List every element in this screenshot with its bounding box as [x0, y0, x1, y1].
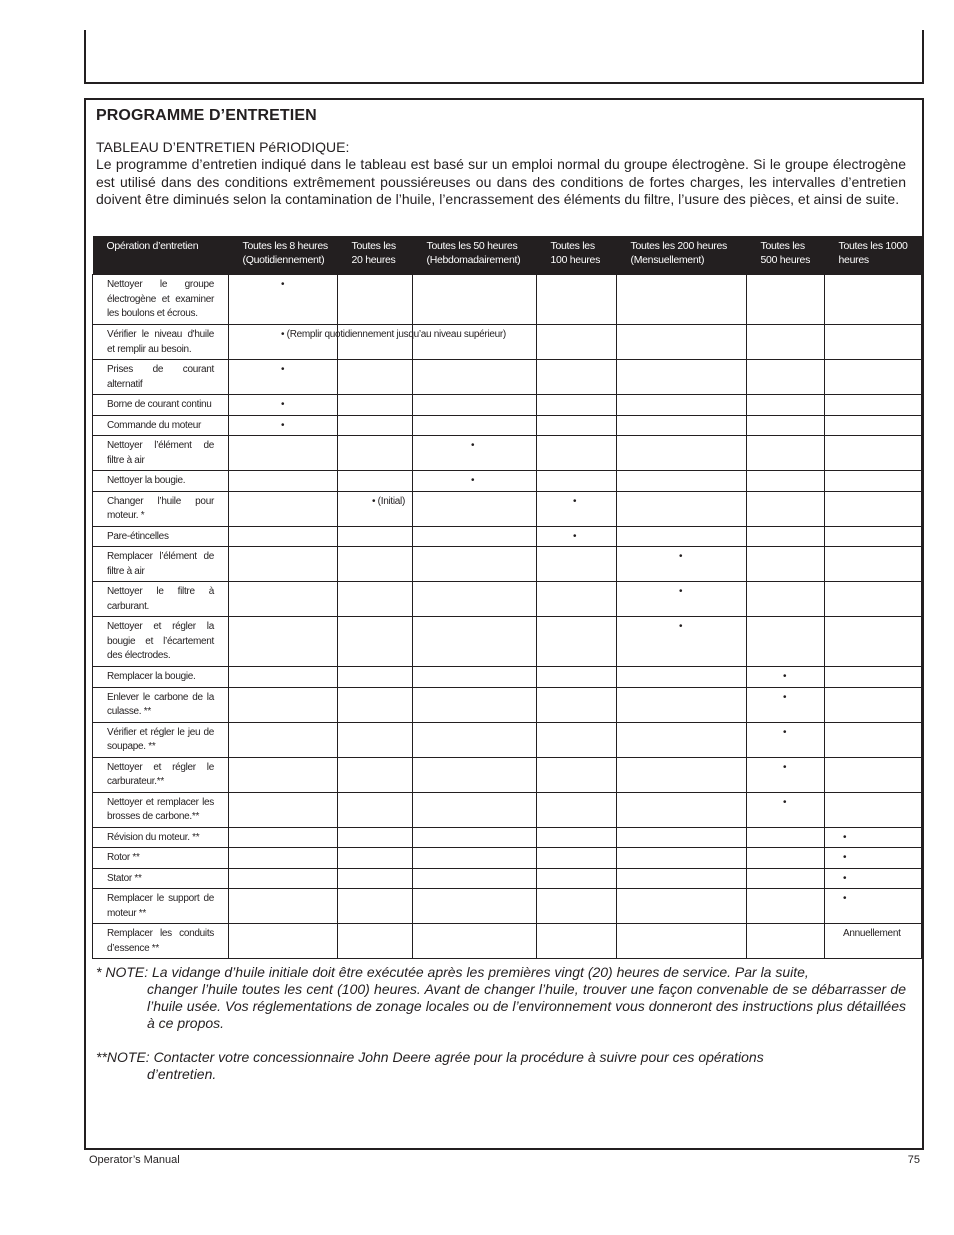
operation-cell: Nettoyer le groupe électrogène et examiner les boulons et écrous. — [93, 275, 229, 325]
interval-cell — [537, 436, 617, 471]
column-header-2: Toutes les 20 heures — [338, 236, 413, 275]
bullet-mark: • — [573, 495, 577, 507]
operation-cell: Vérifier et régler le jeu de soupape. ** — [93, 722, 229, 757]
bullet-mark: • — [471, 475, 475, 486]
interval-cell — [747, 275, 825, 325]
interval-cell — [537, 848, 617, 869]
interval-cell — [229, 722, 338, 757]
interval-cell — [229, 526, 338, 547]
interval-cell — [413, 868, 537, 889]
bullet-mark: • — [281, 364, 285, 375]
interval-cell — [825, 792, 922, 827]
table-row — [93, 827, 922, 848]
bullet-mark: • — [843, 872, 847, 884]
interval-cell — [537, 757, 617, 792]
interval-cell — [413, 395, 537, 416]
interval-cell — [229, 275, 338, 325]
note1-rest: changer l’huile toutes les cent (100) heures. Avant de changer l’huile, trouver une façon convenable de se débarrasser de l’huile usée. Vos réglementations de zonage locales ou de l’environnement vous donneront des instructions plus détaillées à ce propos. — [147, 981, 906, 1031]
interval-cell — [229, 848, 338, 869]
interval-cell — [747, 395, 825, 416]
bullet-mark: • — [281, 279, 285, 290]
interval-cell — [617, 722, 747, 757]
interval-cell — [338, 757, 413, 792]
interval-cell — [537, 687, 617, 722]
intro-paragraph: Le programme d’entretien indiqué dans le tableau est basé sur un emploi normal du groupe électrogène. Si le groupe électrogène est utilisé dans des conditions extrêmement poussiéreuses ou dans des conditions de fortes charges, les intervalles d’entretien doivent être diminués selon la contamination de l’huile, l’encrassement des éléments du filtre, l’usure des pièces, et ainsi de suite. — [96, 156, 906, 207]
interval-cell — [338, 491, 413, 526]
table-row — [93, 436, 922, 471]
interval-cell — [747, 722, 825, 757]
interval-cell — [229, 667, 338, 688]
interval-cell — [747, 868, 825, 889]
table-row — [93, 722, 922, 757]
bullet-mark: • — [783, 726, 787, 738]
interval-cell — [825, 924, 922, 959]
operation-cell: Rotor ** — [93, 848, 229, 869]
interval-cell — [617, 325, 747, 360]
table-row — [93, 547, 922, 582]
interval-cell — [229, 868, 338, 889]
daily-fill-note: • (Remplir quotidiennement jusqu’au niveau supérieur) — [281, 329, 506, 340]
table-row — [93, 868, 922, 889]
interval-cell — [537, 360, 617, 395]
interval-cell — [617, 617, 747, 667]
interval-cell — [747, 757, 825, 792]
interval-cell — [338, 526, 413, 547]
interval-cell — [617, 491, 747, 526]
interval-cell — [413, 617, 537, 667]
note-dealer — [96, 1049, 906, 1083]
interval-cell — [413, 687, 537, 722]
interval-cell — [825, 491, 922, 526]
interval-cell — [229, 889, 338, 924]
interval-cell — [747, 547, 825, 582]
interval-cell — [338, 360, 413, 395]
operation-cell: Commande du moteur — [93, 415, 229, 436]
interval-cell — [229, 924, 338, 959]
interval-cell — [825, 687, 922, 722]
interval-cell — [413, 360, 537, 395]
interval-cell — [413, 436, 537, 471]
interval-cell — [617, 415, 747, 436]
interval-cell — [413, 582, 537, 617]
interval-cell — [229, 757, 338, 792]
interval-cell — [229, 360, 338, 395]
column-header-4: Toutes les 100 heures — [537, 236, 617, 275]
interval-cell — [617, 827, 747, 848]
footer-manual-title: Operator’s Manual — [89, 1154, 180, 1166]
interval-cell — [537, 667, 617, 688]
interval-cell — [537, 415, 617, 436]
operation-cell: Enlever le carbone de la culasse. ** — [93, 687, 229, 722]
interval-cell — [229, 491, 338, 526]
table-row — [93, 582, 922, 617]
interval-cell — [747, 792, 825, 827]
note2-rest: d’entretien. — [147, 1066, 217, 1082]
interval-cell — [825, 547, 922, 582]
interval-cell — [747, 924, 825, 959]
interval-cell — [747, 848, 825, 869]
column-header-5: Toutes les 200 heures (Mensuellement) — [617, 236, 747, 275]
interval-cell — [413, 667, 537, 688]
interval-cell — [229, 582, 338, 617]
operation-cell: Nettoyer la bougie. — [93, 471, 229, 492]
interval-cell — [747, 667, 825, 688]
table-row — [93, 667, 922, 688]
table-row — [93, 848, 922, 869]
interval-cell — [338, 868, 413, 889]
interval-cell — [825, 757, 922, 792]
operation-cell: Prises de courant alternatif — [93, 360, 229, 395]
bullet-mark: • — [843, 831, 847, 843]
interval-cell — [825, 582, 922, 617]
bullet-mark: • — [679, 551, 683, 562]
interval-cell — [338, 582, 413, 617]
bullet-mark: • — [843, 852, 847, 863]
interval-cell — [617, 889, 747, 924]
interval-cell — [747, 436, 825, 471]
interval-cell — [825, 667, 922, 688]
interval-cell — [747, 325, 825, 360]
table-header-row — [93, 236, 922, 275]
table-row — [93, 325, 922, 360]
interval-cell — [338, 722, 413, 757]
interval-cell — [825, 827, 922, 848]
operation-cell: Nettoyer et régler le carburateur.** — [93, 757, 229, 792]
table-row — [93, 924, 922, 959]
interval-cell — [537, 924, 617, 959]
interval-cell — [617, 275, 747, 325]
interval-cell — [229, 547, 338, 582]
interval-cell — [825, 617, 922, 667]
interval-cell — [338, 436, 413, 471]
interval-cell — [229, 687, 338, 722]
table-row — [93, 687, 922, 722]
interval-cell — [825, 722, 922, 757]
interval-cell — [747, 889, 825, 924]
note2-lead: **NOTE: Contacter votre concessionnaire John Deere agrée pour la procédure à suivre pour ces opérations — [96, 1049, 764, 1065]
interval-cell — [617, 547, 747, 582]
interval-cell — [229, 471, 338, 492]
table-title: TABLEAU D’ENTRETIEN PéRIODIQUE: — [96, 139, 350, 155]
column-header-6: Toutes les 500 heures — [747, 236, 825, 275]
interval-cell — [537, 827, 617, 848]
interval-cell — [338, 827, 413, 848]
table-row — [93, 792, 922, 827]
interval-cell — [825, 415, 922, 436]
interval-cell — [617, 848, 747, 869]
interval-cell — [413, 827, 537, 848]
interval-cell — [747, 471, 825, 492]
interval-cell — [825, 868, 922, 889]
table-row — [93, 757, 922, 792]
interval-cell — [537, 868, 617, 889]
operation-cell: Nettoyer et remplacer les brosses de carbone.** — [93, 792, 229, 827]
interval-cell — [747, 360, 825, 395]
interval-cell — [413, 547, 537, 582]
interval-cell — [229, 436, 338, 471]
table-row — [93, 395, 922, 416]
interval-cell — [413, 924, 537, 959]
table-row — [93, 617, 922, 667]
interval-cell — [747, 687, 825, 722]
interval-cell — [617, 582, 747, 617]
table-row — [93, 526, 922, 547]
interval-cell — [825, 471, 922, 492]
operation-cell: Remplacer la bougie. — [93, 667, 229, 688]
operation-cell: Changer l’huile pour moteur. * — [93, 491, 229, 526]
table-row — [93, 415, 922, 436]
interval-cell — [338, 889, 413, 924]
bullet-mark: • — [573, 530, 577, 542]
interval-cell — [825, 325, 922, 360]
interval-cell — [825, 526, 922, 547]
operation-cell: Vérifier le niveau d'huile et remplir au besoin. — [93, 325, 229, 360]
interval-cell — [338, 687, 413, 722]
interval-cell — [338, 415, 413, 436]
interval-cell — [537, 526, 617, 547]
interval-cell — [747, 526, 825, 547]
interval-cell — [537, 275, 617, 325]
interval-cell — [537, 491, 617, 526]
interval-cell — [825, 848, 922, 869]
interval-cell — [413, 722, 537, 757]
interval-cell — [617, 436, 747, 471]
interval-cell — [537, 617, 617, 667]
table-row — [93, 471, 922, 492]
operation-cell: Borne de courant continu — [93, 395, 229, 416]
interval-cell — [825, 360, 922, 395]
operation-cell: Pare-étincelles — [93, 526, 229, 547]
column-header-3: Toutes les 50 heures (Hebdomadairement) — [413, 236, 537, 275]
bullet-mark: • — [471, 440, 475, 451]
interval-cell — [617, 360, 747, 395]
operation-cell: Stator ** — [93, 868, 229, 889]
interval-cell — [747, 582, 825, 617]
section-title: PROGRAMME D’ENTRETIEN — [96, 107, 317, 124]
interval-cell — [413, 491, 537, 526]
page-number: 75 — [907, 1154, 920, 1166]
bullet-mark: • — [679, 586, 683, 597]
interval-cell — [338, 924, 413, 959]
interval-cell — [825, 275, 922, 325]
interval-cell — [338, 547, 413, 582]
interval-cell — [413, 415, 537, 436]
interval-cell — [617, 667, 747, 688]
interval-cell — [537, 325, 617, 360]
interval-cell — [825, 436, 922, 471]
operation-cell: Remplacer les conduits d’essence ** — [93, 924, 229, 959]
bullet-mark: • — [783, 691, 787, 703]
interval-cell — [537, 582, 617, 617]
interval-cell — [537, 471, 617, 492]
table-row — [93, 889, 922, 924]
column-header-7: Toutes les 1000 heures — [825, 236, 922, 275]
interval-cell — [617, 792, 747, 827]
interval-cell — [413, 526, 537, 547]
column-header-1: Toutes les 8 heures (Quotidiennement) — [229, 236, 338, 275]
bullet-mark: • — [281, 419, 285, 431]
interval-cell — [229, 415, 338, 436]
interval-cell — [413, 889, 537, 924]
interval-cell — [338, 667, 413, 688]
interval-cell — [537, 722, 617, 757]
interval-cell — [338, 471, 413, 492]
interval-cell — [747, 617, 825, 667]
interval-cell — [747, 415, 825, 436]
interval-cell — [537, 889, 617, 924]
interval-cell — [338, 395, 413, 416]
interval-cell — [413, 848, 537, 869]
operation-cell: Révision du moteur. ** — [93, 827, 229, 848]
interval-cell — [229, 325, 506, 360]
interval-label: Annuellement — [843, 928, 901, 939]
operation-cell: Remplacer le support de moteur ** — [93, 889, 229, 924]
operation-cell: Nettoyer le filtre à carburant. — [93, 582, 229, 617]
interval-cell — [825, 889, 922, 924]
interval-cell — [537, 547, 617, 582]
table-row — [93, 491, 922, 526]
interval-cell — [825, 395, 922, 416]
interval-cell — [617, 687, 747, 722]
operation-cell: Nettoyer l’élément de filtre à air — [93, 436, 229, 471]
interval-cell — [617, 757, 747, 792]
interval-cell — [338, 275, 413, 325]
table-row — [93, 360, 922, 395]
bullet-mark: • — [783, 671, 787, 682]
maintenance-schedule-table — [92, 236, 922, 959]
bullet-mark: • — [783, 761, 787, 773]
interval-cell — [229, 395, 338, 416]
interval-cell — [338, 792, 413, 827]
interval-cell — [617, 924, 747, 959]
interval-cell — [413, 792, 537, 827]
bullet-mark: • — [679, 621, 683, 632]
header-frame — [84, 30, 924, 84]
interval-cell — [413, 757, 537, 792]
table-body — [93, 275, 922, 959]
bullet-mark: • — [783, 796, 787, 808]
interval-cell — [537, 395, 617, 416]
column-header-0: Opération d’entretien — [93, 236, 229, 275]
interval-cell — [229, 617, 338, 667]
interval-cell — [338, 848, 413, 869]
interval-cell — [413, 275, 537, 325]
interval-cell — [617, 526, 747, 547]
interval-cell — [617, 395, 747, 416]
bullet-mark: • — [843, 893, 847, 904]
interval-cell — [747, 827, 825, 848]
interval-cell — [617, 868, 747, 889]
operation-cell: Remplacer l’élément de filtre à air — [93, 547, 229, 582]
interval-cell — [537, 792, 617, 827]
interval-cell — [747, 491, 825, 526]
interval-label: • (Initial) — [372, 495, 405, 507]
note1-lead: * NOTE: La vidange d’huile initiale doit être exécutée après les premières vingt (20) heures de service. Par la suite, — [96, 964, 809, 980]
interval-cell — [229, 827, 338, 848]
bullet-mark: • — [281, 399, 285, 410]
table-row — [93, 275, 922, 325]
note-oil-change — [96, 964, 906, 1032]
interval-cell — [338, 617, 413, 667]
interval-cell — [617, 471, 747, 492]
interval-cell — [229, 792, 338, 827]
interval-cell — [413, 471, 537, 492]
operation-cell: Nettoyer et régler la bougie et l’écartement des électrodes. — [93, 617, 229, 667]
